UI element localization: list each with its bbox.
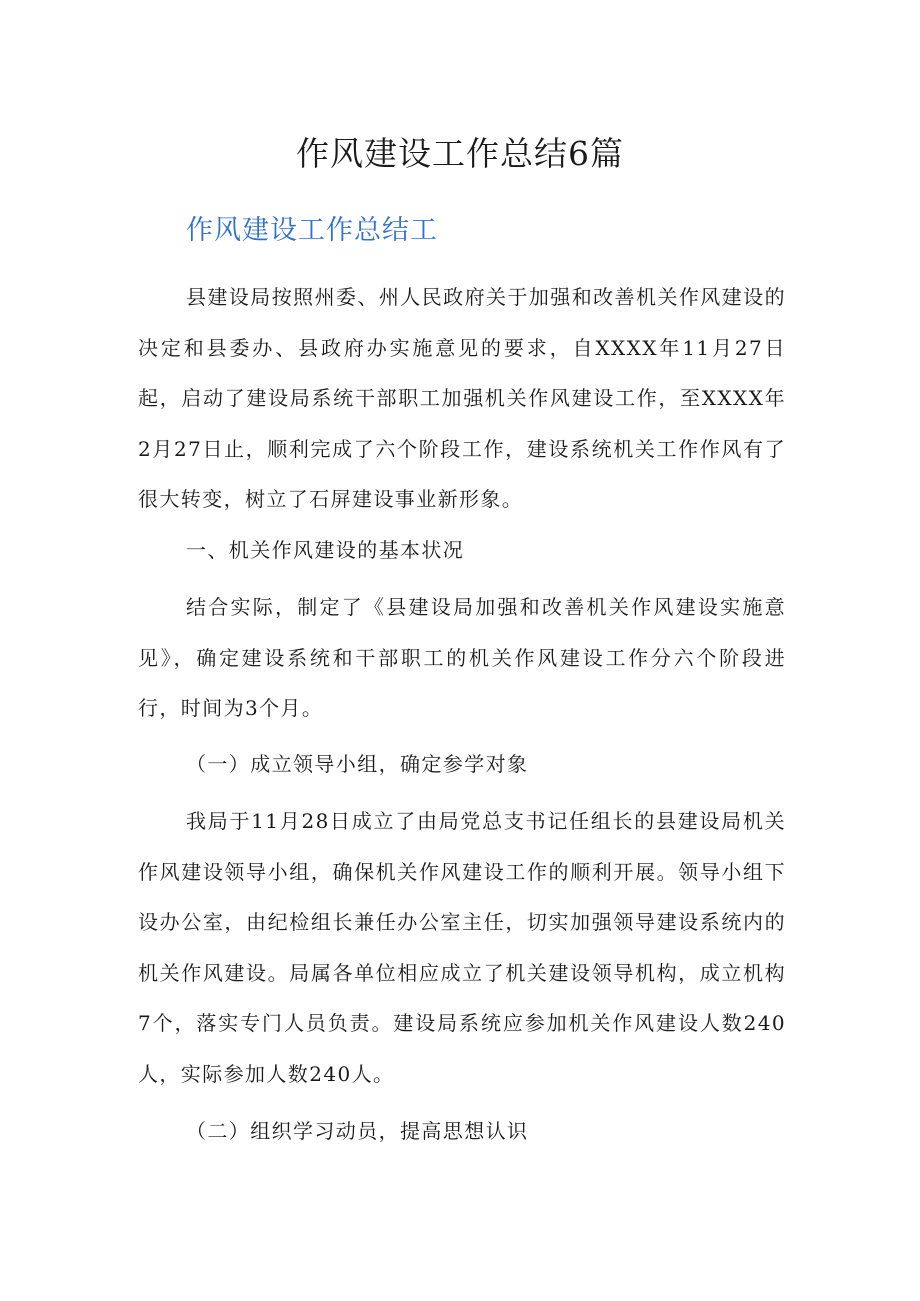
paragraph-leading-group: 我局于11月28日成立了由局党总支书记任组长的县建设局机关作风建设领导小组，确保机关作风建设工作的顺利开展。领导小组下设办公室，由纪检组长兼任办公室主任，切实加强领导建设系统内的机关作风建设。局属各单位相应成立了机关建设领导机构，成立机构7个，落实专门人员负责。建设局系统应参加机关作风建设人数240人，实际参加人数240人。 (138, 809, 786, 1086)
paragraph-implementation: 结合实际，制定了《县建设局加强和改善机关作风建设实施意见》，确定建设系统和干部职工的机关作风建设工作分六个阶段进行，时间为3个月。 (138, 595, 786, 720)
document-title: 作风建设工作总结6篇 (296, 134, 624, 173)
heading-basic-status: 一、机关作风建设的基本状况 (186, 538, 465, 562)
section-subtitle: 作风建设工作总结工 (186, 215, 438, 246)
paragraph-intro: 县建设局按照州委、州人民政府关于加强和改善机关作风建设的决定和县委办、县政府办实施意见的要求，自XXXX年11月27日起，启动了建设局系统干部职工加强机关作风建设工作，至XXXX年2月27日止，顺利完成了六个阶段工作，建设系统机关工作作风有了很大转变，树立了石屏建设事业新形象。 (138, 285, 786, 511)
heading-leading-group: （一）成立领导小组，确定参学对象 (186, 752, 529, 776)
heading-study-mobilization: （二）组织学习动员，提高思想认识 (186, 1119, 529, 1143)
